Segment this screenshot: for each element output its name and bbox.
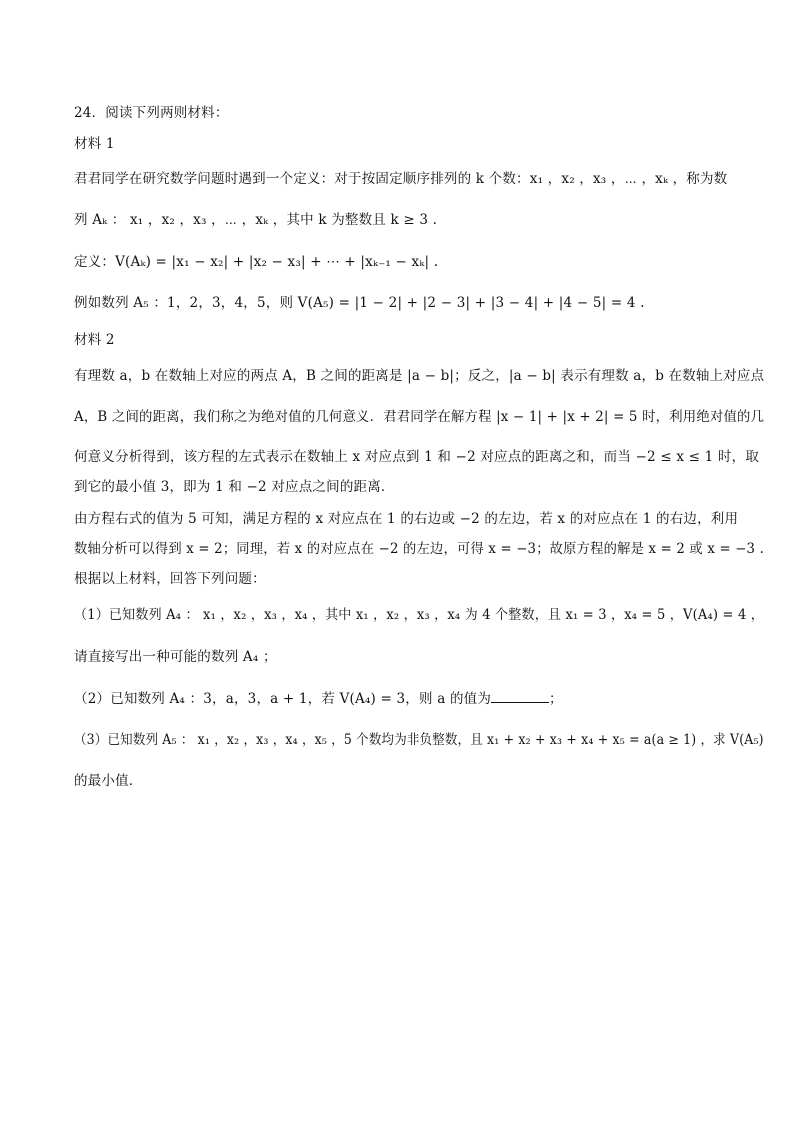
- material2-line7: 根据以上材料，回答下列问题：: [74, 571, 266, 587]
- material2-title: 材料 2: [74, 332, 115, 348]
- material2-line1: 有理数 a，b 在数轴上对应的两点 A，B 之间的距离是 |a − b|；反之，|a − b| 表示有理数 a，b 在数轴上对应点: [74, 368, 765, 384]
- problem-heading: 24．阅读下列两则材料：: [74, 105, 229, 121]
- question2-text: （2）已知数列 A₄ ：3，a，3，a + 1，若 V(A₄) = 3，则 a 的值为: [74, 691, 492, 707]
- question1-line1: （1）已知数列 A₄ ： x₁ ，x₂ ，x₃ ，x₄ ，其中 x₁ ，x₂ ，x₃ ，x₄ 为 4 个整数，且 x₁ = 3 ，x₄ = 5 ，V(A₄) = 4 ，: [74, 607, 765, 623]
- question2: [74, 690, 563, 708]
- material1-line1: 君君同学在研究数学问题时遇到一个定义：对于按固定顺序排列的 k 个数：x₁ ，x₂ ，x₃ ，⋯ ，xₖ ，称为数: [74, 171, 728, 187]
- material2-line4: 到它的最小值 3，即为 1 和 −2 对应点之间的距离．: [74, 479, 395, 495]
- material2-line6: 数轴分析可以得到 x = 2；同理，若 x 的对应点在 −2 的左边，可得 x = −3；故原方程的解是 x = 2 或 x = −3 .: [74, 541, 765, 557]
- material1-definition: 定义：V(Aₖ) = |x₁ − x₂| + |x₂ − x₃| + ⋯ + |xₖ₋₁ − xₖ| .: [74, 254, 439, 270]
- material2-line2: A，B 之间的距离，我们称之为绝对值的几何意义．君君同学在解方程 |x − 1| + |x + 2| = 5 时，利用绝对值的几: [74, 409, 765, 425]
- material1-line2: 列 Aₖ ： x₁ ，x₂ ，x₃ ，⋯ ，xₖ ，其中 k 为整数且 k ≥ 3 .: [74, 212, 438, 228]
- material1-example: 例如数列 A₅ ：1，2，3，4，5，则 V(A₅) = |1 − 2| + |2 − 3| + |3 − 4| + |4 − 5| = 4 .: [74, 295, 645, 311]
- answer-blank[interactable]: [491, 690, 549, 703]
- question3-line2: 的最小值．: [74, 773, 143, 789]
- material2-line3: 何意义分析得到，该方程的左式表示在数轴上 x 对应点到 1 和 −2 对应点的距离之和，而当 −2 ≤ x ≤ 1 时，取: [74, 449, 760, 465]
- material1-title: 材料 1: [74, 136, 115, 152]
- question1-line2: 请直接写出一种可能的数列 A₄ ；: [74, 649, 277, 665]
- material2-line5: 由方程右式的值为 5 可知，满足方程的 x 对应点在 1 的右边或 −2 的左边，若 x 的对应点在 1 的右边，利用: [74, 511, 739, 527]
- question3-line1: （3）已知数列 A₅ ： x₁ ，x₂ ，x₃ ，x₄ ，x₅ ，5 个数均为非负整数，且 x₁ + x₂ + x₃ + x₄ + x₅ = a(a ≥ 1) ，求 V(A₅): [74, 732, 764, 748]
- question2-end: ；: [549, 691, 563, 707]
